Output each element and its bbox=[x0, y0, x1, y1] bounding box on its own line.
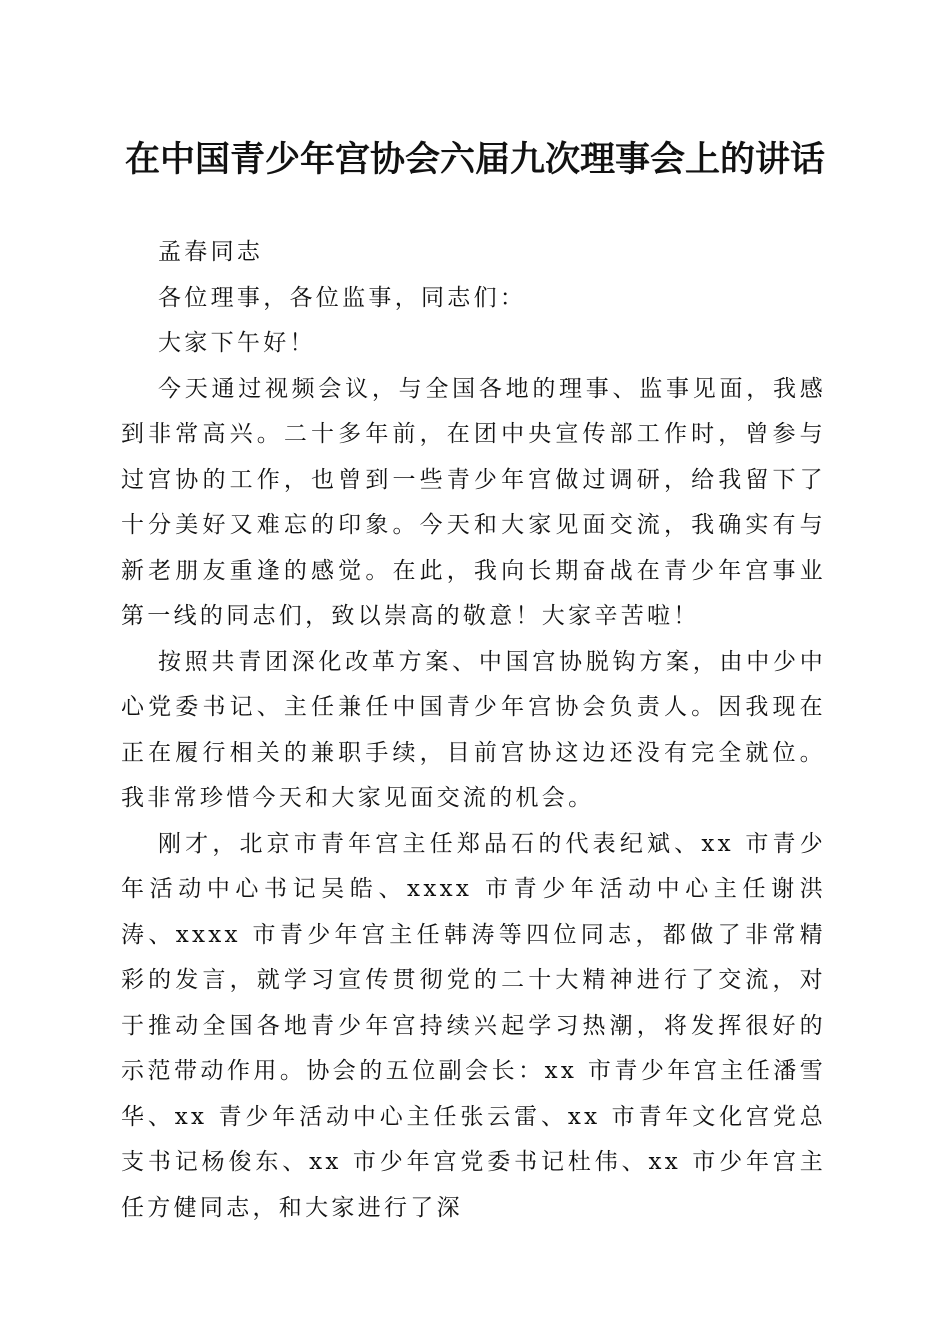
greeting-line: 大家下午好！ bbox=[158, 330, 316, 356]
body-paragraph: 刚才，北京市青年宫主任郑品石的代表纪斌、xx 市青少年活动中心书记吴皓、xxxx 市青少年活动中心主任谢洪涛、xxxx 市青少年宫主任韩涛等四位同志，都做了非常精彩的发言，就学习宣传贯彻党的二十大精神进行了交流，对于推动全国各地青少年宫持续兴起学习热潮，将发挥很好的示范带动作用。协会的五位副会长：xx 市青少年宫主任潘雪华、xx 青少年活动中心主任张云雷、xx 市青年文化宫党总支书记杨俊东、xx 市少年宫党委书记杜伟、xx 市少年宫主任方健同志，和大家进行了深 bbox=[121, 830, 826, 1221]
author-line: 孟春同志 bbox=[158, 239, 264, 265]
body-paragraph: 按照共青团深化改革方案、中国宫协脱钩方案，由中少中心党委书记、主任兼任中国青少年宫协会负责人。因我现在正在履行相关的兼职手续，目前宫协这边还没有完全就位。我非常珍惜今天和大家见面交流的机会。 bbox=[121, 648, 826, 811]
body-paragraph: 今天通过视频会议，与全国各地的理事、监事见面，我感到非常高兴。二十多年前，在团中央宣传部工作时，曾参与过宫协的工作，也曾到一些青少年宫做过调研，给我留下了十分美好又难忘的印象。今天和大家见面交流，我确实有与新老朋友重逢的感觉。在此，我向长期奋战在青少年宫事业第一线的同志们，致以崇高的敬意！大家辛苦啦！ bbox=[121, 375, 826, 629]
salutation-line: 各位理事，各位监事，同志们： bbox=[158, 284, 527, 311]
document-title: 在中国青少年宫协会六届九次理事会上的讲话 bbox=[124, 139, 825, 180]
document-body bbox=[121, 230, 826, 1231]
